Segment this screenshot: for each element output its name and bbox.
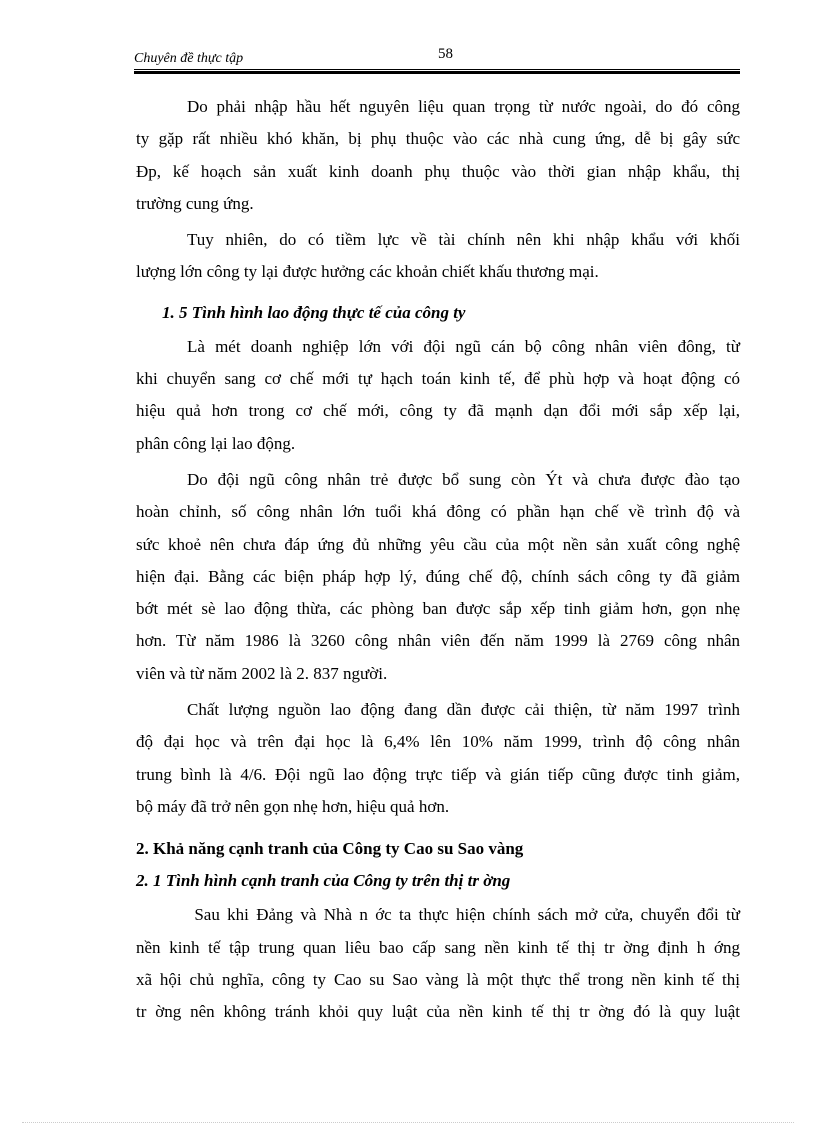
- text-line: bớt mét sè lao động thừa, các phòng ban được sắp xếp tinh giảm hơn, gọn nhẹ: [136, 599, 740, 619]
- text-line: viên và từ năm 2002 là 2. 837 người.: [136, 663, 388, 683]
- text-line: bộ máy đã trở nên gọn nhẹ hơn, hiệu quả hơn.: [136, 796, 450, 816]
- text-line: hơn. Từ năm 1986 là 3260 công nhân viên đến năm 1999 là 2769 công nhân: [136, 631, 740, 651]
- text-line: khi chuyển sang cơ chế mới tự hạch toán kinh tế, để phù hợp và hoạt động có: [136, 369, 740, 389]
- paragraph-1: [136, 91, 740, 220]
- text-line: nền kinh tế tập trung quan liêu bao cấp sang nền kinh tế thị tr ờng định h ớng: [136, 937, 740, 957]
- text-line: trường cung ứng.: [136, 193, 254, 213]
- page-header: [134, 46, 740, 70]
- text-line: Đp, kế hoạch sản xuất kinh doanh phụ thuộc vào thời gian nhập khẩu, thị: [136, 161, 740, 181]
- paragraph-6: [136, 899, 740, 1028]
- page-number: 58: [438, 46, 453, 62]
- text-line: tr ờng nên không tránh khỏi quy luật của nền kinh tế thị tr ờng đó là quy luật: [136, 1002, 740, 1022]
- section-heading-2: 2. Khả năng cạnh tranh của Công ty Cao su Sao vàng: [136, 839, 524, 859]
- text-line: lượng lớn công ty lại được hưởng các khoản chiết khấu thương mại.: [136, 262, 599, 282]
- document-body: [136, 91, 740, 1028]
- text-line: Tuy nhiên, do có tiềm lực về tài chính nên khi nhập khẩu với khối: [187, 230, 740, 250]
- text-line: xã hội chủ nghĩa, công ty Cao su Sao vàng là một thực thể trong nền kinh tế thị: [136, 969, 740, 989]
- text-line: hiệu quả hơn trong cơ chế mới, công ty đã mạnh dạn đổi mới sắp xếp lại,: [136, 401, 740, 421]
- text-line: Là mét doanh nghiệp lớn với đội ngũ cán bộ công nhân viên đông, từ: [187, 336, 740, 356]
- paragraph-3: [136, 331, 740, 460]
- text-line: Sau khi Đảng và Nhà n ớc ta thực hiện chính sách mở cửa, chuyển đổi từ: [187, 905, 740, 925]
- header-title: Chuyên đề thực tập: [134, 51, 244, 66]
- paragraph-5: [136, 694, 740, 823]
- paragraph-4: [136, 464, 740, 690]
- text-line: Chất lượng nguồn lao động đang dần được cải thiện, từ năm 1997 trình: [187, 700, 740, 720]
- text-line: Do đội ngũ công nhân trẻ được bổ sung còn Ýt và chưa được đào tạo: [187, 469, 740, 489]
- text-line: hoàn chỉnh, số công nhân lớn tuổi khá đông có phần hạn chế về trình độ và: [136, 502, 740, 522]
- text-line: hiện đại. Bằng các biện pháp hợp lý, đúng chế độ, chính sách công ty đã giảm: [136, 566, 740, 586]
- text-line: Do phải nhập hầu hết nguyên liệu quan trọng từ nước ngoài, do đó công: [187, 97, 740, 116]
- paragraph-2: [136, 224, 740, 289]
- text-line: ty gặp rất nhiều khó khăn, bị phụ thuộc vào các nhà cung ứng, dễ bị gây sức: [136, 129, 740, 149]
- text-line: độ đại học và trên đại học là 6,4% lên 10% năm 1999, trình độ công nhân: [136, 732, 740, 752]
- section-heading-1-5: 1. 5 Tình hình lao động thực tế của công ty: [162, 302, 466, 322]
- text-line: phân công lại lao động.: [136, 433, 296, 453]
- text-line: trung bình là 4/6. Đội ngũ lao động trực tiếp và gián tiếp cũng được tinh giảm,: [136, 764, 740, 784]
- text-line: sức khoẻ nên chưa đáp ứng đủ những yêu cầu của một nền sản xuất công nghệ: [136, 534, 740, 554]
- header-divider: [134, 69, 740, 74]
- section-heading-2-1: 2. 1 Tình hình cạnh tranh của Công ty trên thị tr ờng: [136, 871, 511, 891]
